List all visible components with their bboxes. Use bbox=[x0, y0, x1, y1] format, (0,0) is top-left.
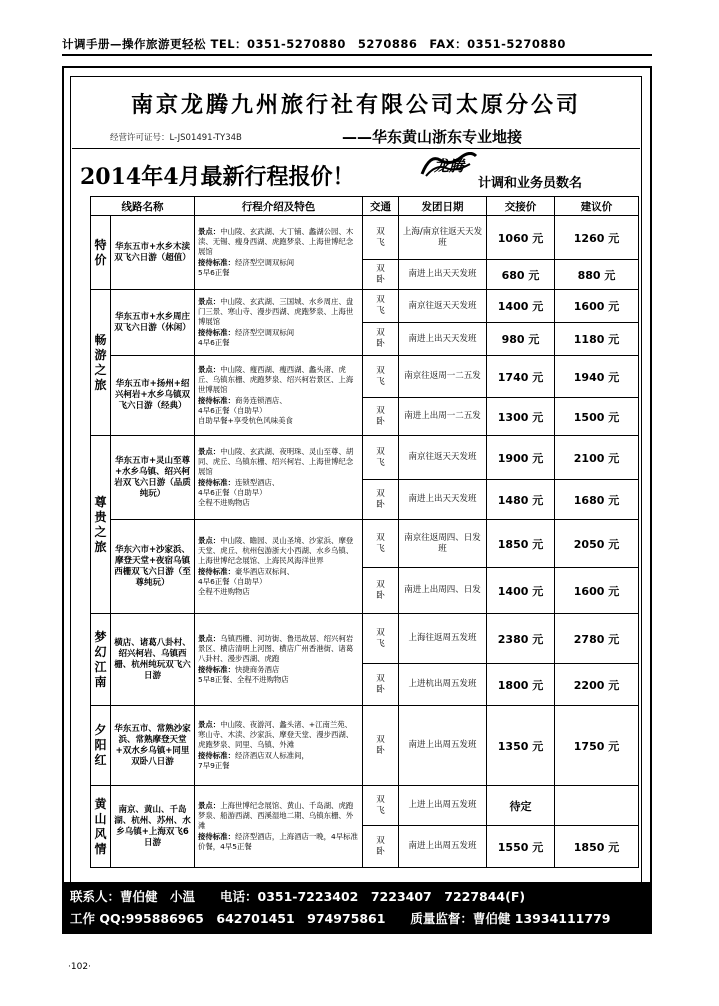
category-cell bbox=[91, 786, 111, 868]
departure-date: 上进上出周五发班 bbox=[399, 786, 487, 826]
net-price: 1900 元 bbox=[487, 436, 555, 480]
detail-text: 经济型酒店，上海酒店一晚，4早标准价餐，4早5正餐 bbox=[198, 831, 358, 851]
net-price: 待定 bbox=[487, 786, 555, 826]
net-price: 2380 元 bbox=[487, 614, 555, 664]
detail-text: 豪华酒店双标间、 bbox=[234, 566, 295, 576]
transport-label: 双卧 bbox=[376, 579, 385, 601]
logo-graphic bbox=[420, 152, 478, 178]
transport-cell bbox=[363, 323, 399, 356]
slogan: ——华东黄山浙东专业地接 bbox=[342, 128, 523, 146]
detail-text: 5早6正餐 bbox=[198, 267, 230, 277]
transport-label: 双飞 bbox=[376, 446, 385, 468]
transport-cell bbox=[363, 398, 399, 436]
transport-label: 双飞 bbox=[376, 794, 385, 816]
detail-line bbox=[198, 720, 359, 751]
detail-line bbox=[198, 536, 359, 567]
suggested-price: 1180 元 bbox=[555, 323, 639, 356]
transport-cell bbox=[363, 520, 399, 568]
detail-label: 接待标准： bbox=[198, 831, 235, 841]
header-price: 交接价 bbox=[487, 197, 555, 216]
headline: 2014年4月最新行程报价！ bbox=[80, 164, 355, 190]
transport-label: 双卧 bbox=[376, 263, 385, 285]
departure-date: 南进上出周四、日发 bbox=[399, 568, 487, 614]
detail-line bbox=[198, 268, 359, 278]
detail-line bbox=[198, 587, 359, 597]
transport-cell bbox=[363, 614, 399, 664]
logo-text: 龙腾 bbox=[434, 157, 465, 175]
detail-line bbox=[198, 801, 359, 832]
detail-text: 中山陵、瞻园、灵山圣境、沙家浜、摩登天堂、虎丘、杭州包游浙大小西湖、水乡乌镇、上海世博纪念展馆、上海民风海洋世界 bbox=[198, 535, 354, 566]
suggested-price: 1850 元 bbox=[555, 826, 639, 868]
departure-date: 南京往返周四、日发班 bbox=[399, 520, 487, 568]
contact-line: 联系人：曹伯健 小温 电话：0351-7223402 7223407 7227844(F) bbox=[70, 889, 526, 904]
net-price: 1800 元 bbox=[487, 664, 555, 706]
detail-text: 上海世博纪念展馆、黄山、千岛湖、虎跑梦泉、船游西湖、西溪湿地二期、乌镇东栅、外滩 bbox=[198, 800, 354, 831]
route-detail bbox=[195, 290, 363, 356]
net-price: 1400 元 bbox=[487, 290, 555, 323]
net-price: 680 元 bbox=[487, 260, 555, 290]
detail-text: 5早8正餐、全程不进购物店 bbox=[198, 674, 289, 684]
detail-text: 中山陵、玄武湖、三国城、水乡周庄、盘门三景、寒山寺、漫步西湖、虎跑梦泉、上海世博展馆 bbox=[198, 296, 354, 327]
transport-label: 双卧 bbox=[376, 673, 385, 695]
departure-date: 南进上出天天发班 bbox=[399, 323, 487, 356]
detail-line bbox=[198, 416, 359, 426]
suggested-price: 1600 元 bbox=[555, 568, 639, 614]
departure-date: 上海往返周五发班 bbox=[399, 614, 487, 664]
route-name: 华东五市+扬州+绍兴柯岩+水乡乌镇双飞六日游（经典） bbox=[111, 356, 195, 436]
detail-text: 中山陵、玄武湖、夜明珠、灵山至尊、胡同、虎丘、乌镇东栅、绍兴柯岩、上海世博纪念展馆 bbox=[198, 446, 354, 477]
table-body bbox=[91, 216, 639, 868]
transport-cell bbox=[363, 786, 399, 826]
table-row bbox=[91, 786, 639, 826]
table-header-row bbox=[91, 197, 639, 216]
detail-text: 4早6正餐（自助早） bbox=[198, 405, 267, 415]
suggested-price: 2050 元 bbox=[555, 520, 639, 568]
detail-line bbox=[198, 665, 359, 675]
category-label: 特价 bbox=[94, 237, 107, 267]
route-name: 华东五市+灵山至尊+水乡乌镇、绍兴柯岩双飞六日游（品质纯玩） bbox=[111, 436, 195, 520]
detail-line bbox=[198, 447, 359, 478]
suggested-price: 2780 元 bbox=[555, 614, 639, 664]
departure-date: 南京往返周一二五发 bbox=[399, 356, 487, 398]
category-cell bbox=[91, 706, 111, 786]
net-price: 1550 元 bbox=[487, 826, 555, 868]
contact-footer bbox=[62, 882, 652, 934]
transport-label: 双卧 bbox=[376, 835, 385, 857]
departure-date: 南进上出周五发班 bbox=[399, 826, 487, 868]
detail-label: 景点： bbox=[198, 364, 221, 374]
detail-text: 经济酒店双人标准间， bbox=[234, 750, 309, 760]
transport-label: 双飞 bbox=[376, 226, 385, 248]
detail-text: 商务连锁酒店、 bbox=[234, 395, 287, 405]
table-row bbox=[91, 216, 639, 260]
detail-line bbox=[198, 832, 359, 852]
transport-cell bbox=[363, 216, 399, 260]
departure-date: 南进上出周一二五发 bbox=[399, 398, 487, 436]
category-cell bbox=[91, 216, 111, 290]
header-detail: 行程介绍及特色 bbox=[195, 197, 363, 216]
departure-date: 南进上出天天发班 bbox=[399, 260, 487, 290]
transport-label: 双飞 bbox=[376, 627, 385, 649]
detail-text: 4早6正餐（自助早） bbox=[198, 487, 267, 497]
transport-cell bbox=[363, 290, 399, 323]
detail-text: 快捷商务酒店 bbox=[234, 664, 280, 674]
detail-text: 经济型空调双标间 bbox=[234, 327, 295, 337]
detail-text: 4早6正餐 bbox=[198, 337, 230, 347]
detail-text: 中山陵、夜游河、蠡头渚、+江南兰苑、寒山寺、木渎、沙家浜、摩登天堂、漫步西湖、虎跑梦泉、同里、乌镇、外滩 bbox=[198, 719, 354, 750]
transport-cell bbox=[363, 568, 399, 614]
transport-cell bbox=[363, 356, 399, 398]
detail-text: 经济型空调双标间 bbox=[234, 257, 295, 267]
departure-date: 南京往返天天发班 bbox=[399, 436, 487, 480]
table-row bbox=[91, 356, 639, 398]
detail-label: 接待标准： bbox=[198, 395, 235, 405]
detail-text: 4早6正餐（自助早） bbox=[198, 576, 267, 586]
company-name: 南京龙腾九州旅行社有限公司太原分公司 bbox=[130, 92, 581, 118]
detail-label: 接待标准： bbox=[198, 664, 235, 674]
suggested-price: 1750 元 bbox=[555, 706, 639, 786]
departure-date: 南京往返天天发班 bbox=[399, 290, 487, 323]
net-price: 1850 元 bbox=[487, 520, 555, 568]
category-label: 尊贵之旅 bbox=[94, 494, 107, 554]
detail-text: 7早9正餐 bbox=[198, 760, 230, 770]
divider bbox=[72, 148, 640, 149]
detail-line bbox=[198, 396, 359, 406]
longteng-logo bbox=[420, 152, 478, 178]
detail-label: 景点： bbox=[198, 535, 221, 545]
suggested-price: 1500 元 bbox=[555, 398, 639, 436]
qq-line: 工作 QQ:995886965 642701451 974975861 质量监督：曹伯健 13934111779 bbox=[70, 911, 611, 926]
category-label: 夕阳红 bbox=[94, 723, 107, 767]
route-name: 华东五市+水乡周庄双飞六日游（休闲） bbox=[111, 290, 195, 356]
logo-subtitle: 计调和业务员数名 bbox=[478, 176, 583, 191]
route-name: 华东五市+水乡木渎双飞六日游（超值） bbox=[111, 216, 195, 290]
detail-line bbox=[198, 634, 359, 665]
detail-line bbox=[198, 675, 359, 685]
transport-cell bbox=[363, 480, 399, 520]
category-cell bbox=[91, 290, 111, 436]
category-label: 黄山风情 bbox=[94, 796, 107, 856]
detail-label: 接待标准： bbox=[198, 327, 235, 337]
detail-line bbox=[198, 328, 359, 338]
detail-line bbox=[198, 567, 359, 577]
detail-label: 景点： bbox=[198, 633, 221, 643]
category-cell bbox=[91, 614, 111, 706]
transport-cell bbox=[363, 664, 399, 706]
detail-line bbox=[198, 751, 359, 761]
page-number: ·102· bbox=[68, 962, 91, 972]
detail-text: 自助早餐+享受杭色风味美食 bbox=[198, 415, 293, 425]
detail-label: 景点： bbox=[198, 296, 221, 306]
suggested-price: 1940 元 bbox=[555, 356, 639, 398]
table-row bbox=[91, 520, 639, 568]
suggested-price: 1680 元 bbox=[555, 480, 639, 520]
route-name: 横店、诸葛八卦村、绍兴柯岩、乌镇西栅、杭州纯玩双飞六日游 bbox=[111, 614, 195, 706]
suggested-price: 2200 元 bbox=[555, 664, 639, 706]
category-label: 畅游之旅 bbox=[94, 332, 107, 392]
detail-label: 景点： bbox=[198, 226, 221, 236]
route-detail bbox=[195, 786, 363, 868]
detail-line bbox=[198, 577, 359, 587]
detail-line bbox=[198, 406, 359, 416]
transport-cell bbox=[363, 826, 399, 868]
detail-line bbox=[198, 761, 359, 771]
transport-label: 双卧 bbox=[376, 488, 385, 510]
top-bar: 计调手册—操作旅游更轻松 TEL：0351-5270880 5270886 FAX：0351-5270880 bbox=[62, 36, 652, 56]
detail-line bbox=[198, 365, 359, 396]
detail-label: 景点： bbox=[198, 446, 221, 456]
transport-label: 双飞 bbox=[376, 295, 385, 316]
departure-date: 上进杭出周五发班 bbox=[399, 664, 487, 706]
detail-text: 连锁型酒店、 bbox=[234, 477, 280, 487]
transport-cell bbox=[363, 260, 399, 290]
detail-line bbox=[198, 498, 359, 508]
departure-date: 南进上出天天发班 bbox=[399, 480, 487, 520]
header-suggested: 建议价 bbox=[555, 197, 639, 216]
net-price: 1060 元 bbox=[487, 216, 555, 260]
category-label: 梦幻江南 bbox=[94, 629, 107, 689]
route-detail bbox=[195, 356, 363, 436]
net-price: 1480 元 bbox=[487, 480, 555, 520]
header-route: 线路名称 bbox=[91, 197, 195, 216]
route-detail bbox=[195, 520, 363, 614]
detail-text: 全程不进购物店 bbox=[198, 497, 250, 507]
route-name: 华东五市、常熟沙家浜、常熟摩登天堂+双水乡乌镇+同里双卧八日游 bbox=[111, 706, 195, 786]
route-name: 华东六市+沙家浜、摩登天堂+夜宿乌镇西栅双飞六日游（至尊纯玩） bbox=[111, 520, 195, 614]
transport-label: 双飞 bbox=[376, 365, 385, 387]
net-price: 1350 元 bbox=[487, 706, 555, 786]
license-number: 经营许可证号：L-JS01491-TY34B bbox=[110, 133, 242, 143]
detail-label: 景点： bbox=[198, 719, 221, 729]
detail-line bbox=[198, 338, 359, 348]
header-departure: 发团日期 bbox=[399, 197, 487, 216]
detail-text: 中山陵、玄武湖、大丁铺、蠡湖公园、木渎、无锡、瘦身西湖、虎跑梦泉、上海世博纪念展馆 bbox=[198, 226, 354, 257]
transport-cell bbox=[363, 706, 399, 786]
net-price: 1300 元 bbox=[487, 398, 555, 436]
detail-line bbox=[198, 258, 359, 268]
detail-label: 景点： bbox=[198, 800, 221, 810]
detail-line bbox=[198, 478, 359, 488]
net-price: 1740 元 bbox=[487, 356, 555, 398]
detail-line bbox=[198, 227, 359, 258]
transport-label: 双卧 bbox=[376, 405, 385, 427]
detail-line bbox=[198, 488, 359, 498]
detail-line bbox=[198, 297, 359, 328]
suggested-price: 2100 元 bbox=[555, 436, 639, 480]
detail-label: 接待标准： bbox=[198, 257, 235, 267]
route-detail bbox=[195, 706, 363, 786]
table-row bbox=[91, 706, 639, 786]
detail-label: 接待标准： bbox=[198, 566, 235, 576]
departure-date: 南进上出周五发班 bbox=[399, 706, 487, 786]
route-detail bbox=[195, 216, 363, 290]
transport-label: 双飞 bbox=[376, 532, 385, 554]
transport-cell bbox=[363, 436, 399, 480]
transport-label: 双卧 bbox=[376, 734, 385, 756]
net-price: 980 元 bbox=[487, 323, 555, 356]
suggested-price bbox=[555, 786, 639, 826]
suggested-price: 1600 元 bbox=[555, 290, 639, 323]
detail-text: 乌镇西栅、河坊街、鲁迅故居、绍兴柯岩景区、横店清明上河图、横店广州香港街、诸葛八卦村、漫步西湖、虎跑 bbox=[198, 633, 354, 664]
detail-text: 中山陵、瘦西湖、瘦西湖、蠡头渚、虎丘、乌镇东栅、虎跑梦泉、绍兴柯岩景区、上海世博展馆 bbox=[198, 364, 354, 395]
itinerary-table bbox=[90, 196, 639, 868]
route-detail bbox=[195, 436, 363, 520]
net-price: 1400 元 bbox=[487, 568, 555, 614]
transport-label: 双卧 bbox=[376, 328, 385, 349]
table-row bbox=[91, 436, 639, 480]
category-cell bbox=[91, 436, 111, 614]
detail-label: 接待标准： bbox=[198, 477, 235, 487]
route-name: 南京、黄山、千岛湖、杭州、苏州、水乡乌镇+上海双飞6日游 bbox=[111, 786, 195, 868]
detail-label: 接待标准： bbox=[198, 750, 235, 760]
suggested-price: 880 元 bbox=[555, 260, 639, 290]
detail-text: 全程不进购物店 bbox=[198, 586, 250, 596]
header-transport: 交通 bbox=[363, 197, 399, 216]
route-detail bbox=[195, 614, 363, 706]
departure-date: 上海/南京往返天天发班 bbox=[399, 216, 487, 260]
suggested-price: 1260 元 bbox=[555, 216, 639, 260]
table-row bbox=[91, 290, 639, 323]
table-row bbox=[91, 614, 639, 664]
